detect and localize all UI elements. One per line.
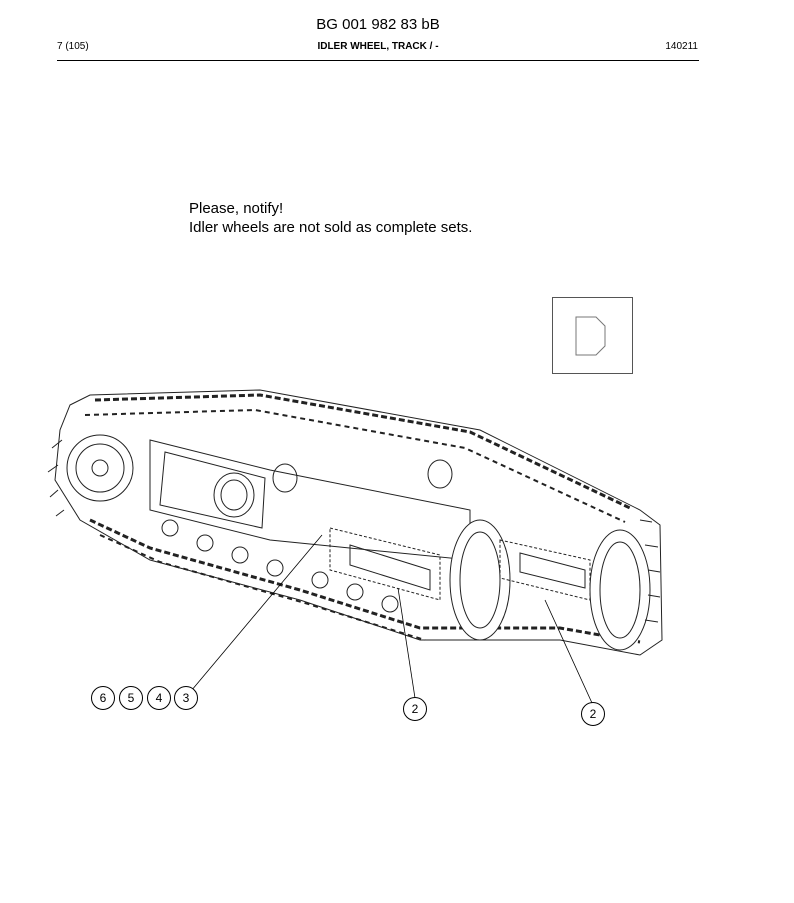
- notice-line-1: Please, notify!: [189, 200, 284, 217]
- callout-4: 4: [147, 686, 171, 710]
- callout-2-left: 2: [403, 697, 427, 721]
- section-title: IDLER WHEEL, TRACK / -: [317, 41, 439, 52]
- notice-line-2: Idler wheels are not sold as complete sets.: [189, 219, 473, 236]
- doc-number: BG 001 982 83 bB: [316, 16, 440, 33]
- callout-6: 6: [91, 686, 115, 710]
- callout-3: 3: [174, 686, 198, 710]
- callout-5: 5: [119, 686, 143, 710]
- callout-2-right: 2: [581, 702, 605, 726]
- header-divider: [57, 60, 699, 61]
- view-d-icon: [553, 298, 632, 373]
- date-code: 140211: [665, 41, 698, 52]
- track-assembly-drawing: [0, 380, 794, 740]
- notice-text: [189, 199, 472, 237]
- page-reference: 7 (105): [57, 41, 89, 52]
- view-indicator-box: [552, 297, 633, 374]
